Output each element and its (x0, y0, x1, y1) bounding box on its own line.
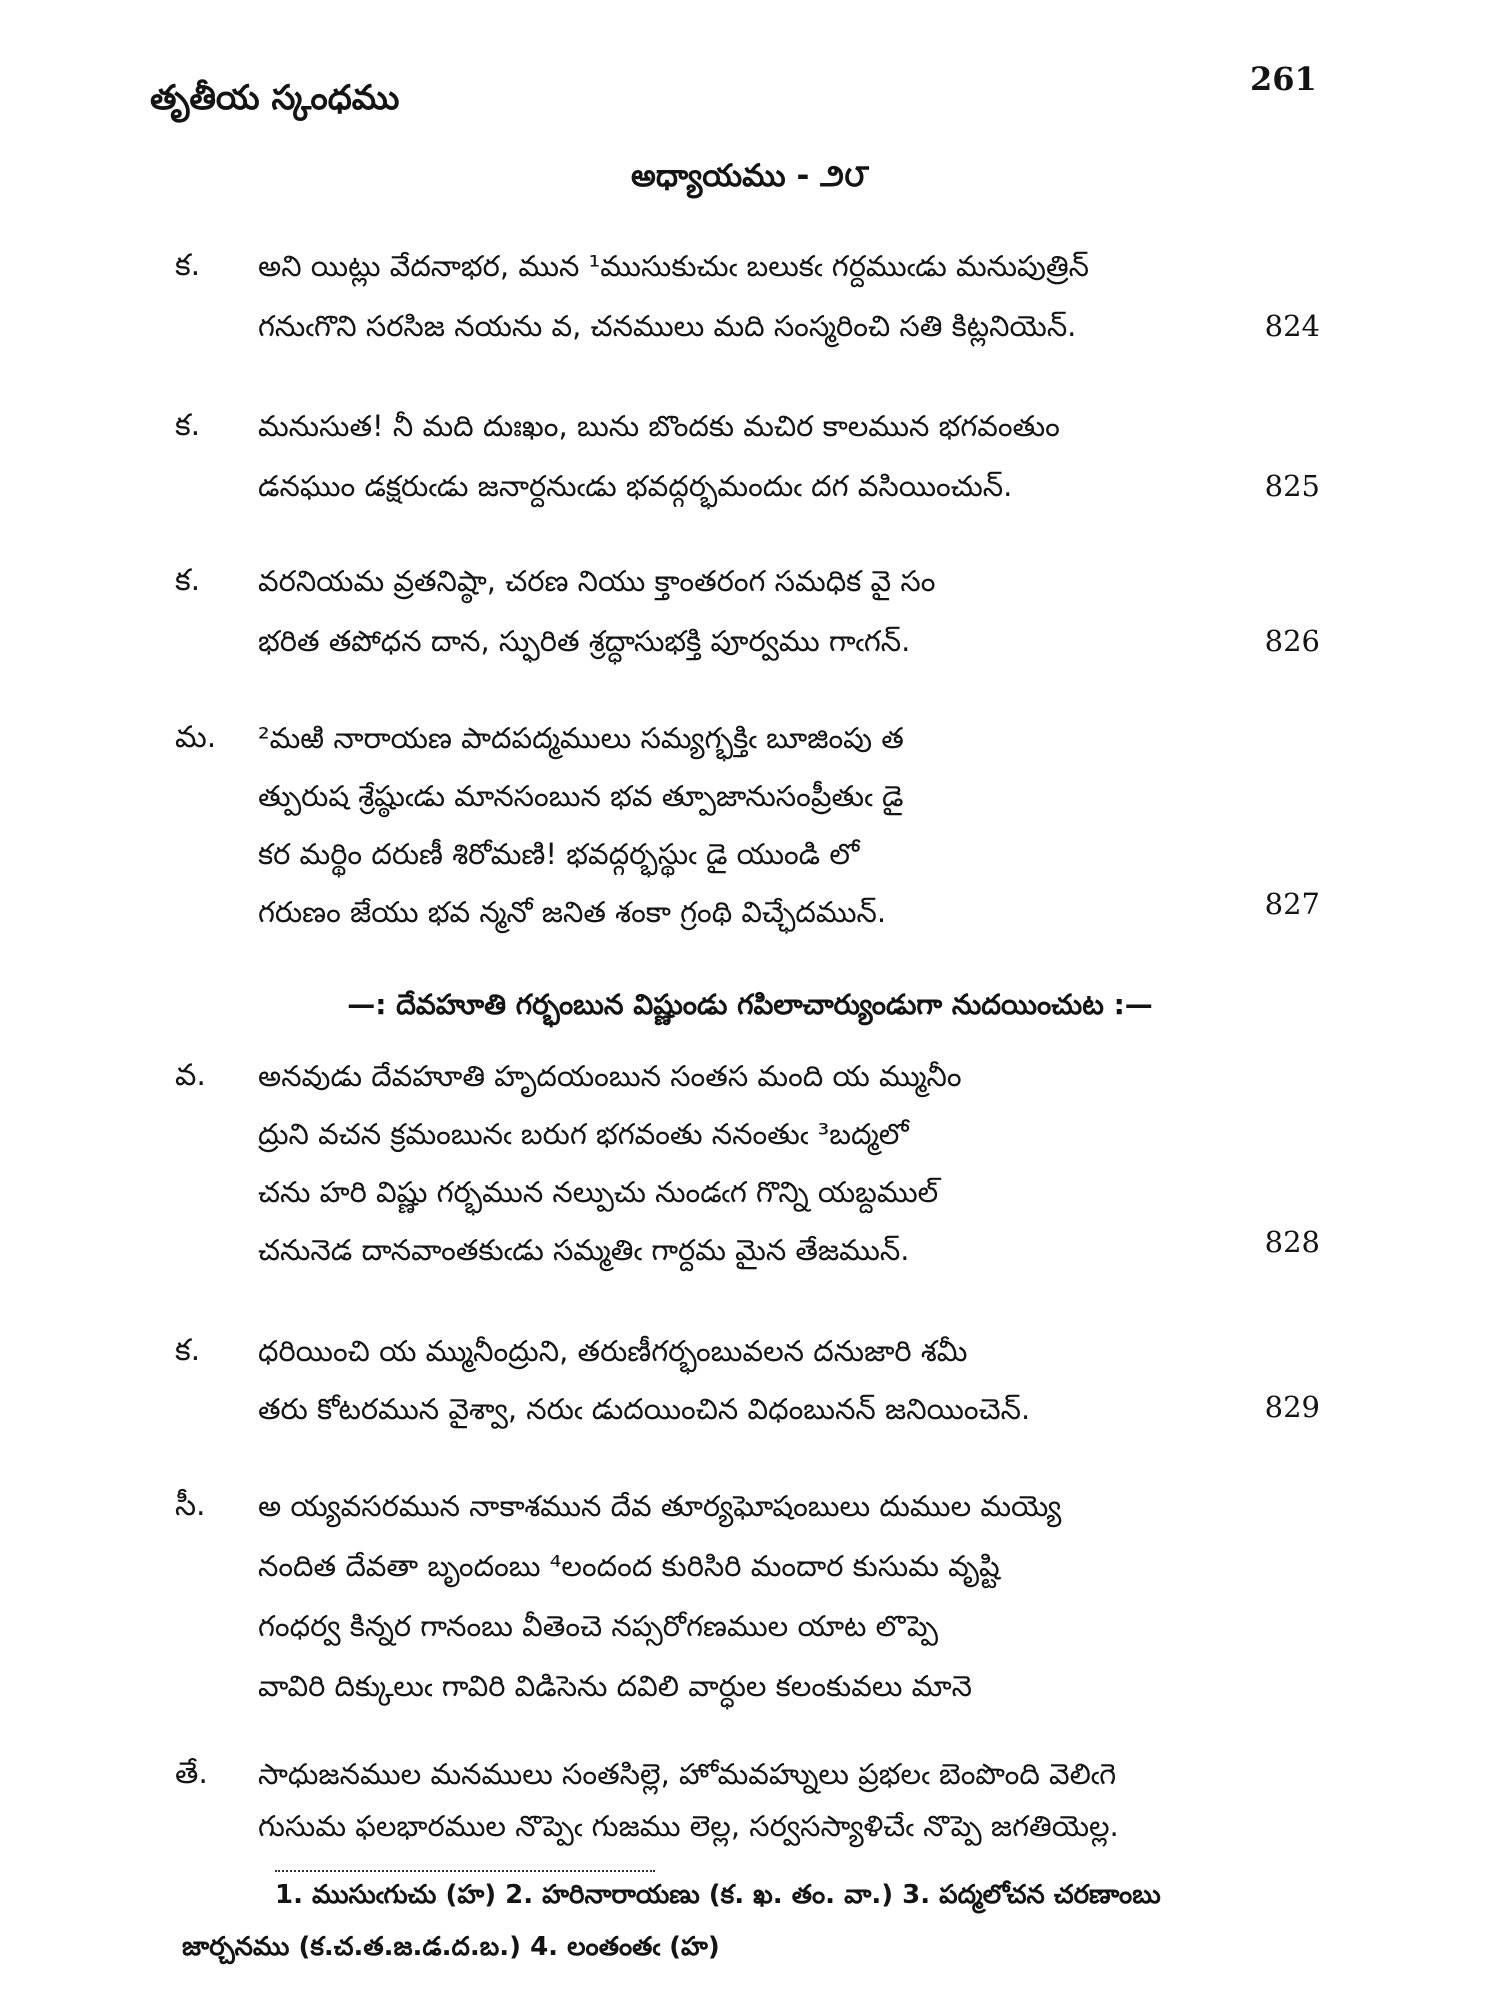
verse-line: అ య్యవసరమున నాకాశమున దేవ తూర్యఘోషంబులు దుముల మయ్యె (258, 1489, 1062, 1523)
verse-line: చను హరి విష్ణు గర్భమున నల్పుచు నుండఁగ గొన్ని యబ్దముల్ (258, 1175, 939, 1209)
footnote-line: జార్చనము (క.చ.త.జ.డ.ద.బ.) 4. లంతంతఁ (హ) (182, 1932, 720, 1962)
verse-number: 828 (1264, 1225, 1320, 1259)
verse-line: ²మఱి నారాయణ పాదపద్మములు సమ్యగ్భక్తిఁ బూజింపు త (258, 721, 904, 755)
footnote-line: 1. ముసుఁగుచు (హ) 2. హరినారాయణు (క. ఖ. తం. వా.) 3. పద్మలోచన చరణాంబు (275, 1880, 1161, 1910)
verse-meter: క. (175, 1333, 201, 1368)
verse-number: 825 (1264, 469, 1320, 503)
verse-meter: క. (175, 563, 201, 598)
verse-line: మనుసుత! నీ మది దుఃఖం, బును బొందకు మచిర కాలమున భగవంతుం (258, 409, 1060, 443)
footnote-rule (275, 1870, 655, 1872)
verse-meter: సీ. (175, 1488, 206, 1523)
verse-number: 827 (1264, 887, 1320, 921)
verse-line: ధరియించి య మ్మునీంద్రుని, తరుణీగర్భంబువలన దనుజారి శమీ (258, 1334, 968, 1368)
running-title: తృతీయ స్కంధము (150, 78, 400, 118)
verse-meter: తే. (175, 1756, 208, 1791)
verse-meter: వ. (175, 1058, 206, 1093)
verse-line: డనఘుం డక్షరుఁడు జనార్దనుఁడు భవద్గర్భమందుఁ దగ వసియించున్. (258, 469, 1013, 503)
verse-line: గుసుమ ఫలభారముల నొప్పెఁ గుజము లెల్ల, సర్వసస్యాళిచేఁ నొప్పె జగతియెల్ల. (258, 1809, 1119, 1843)
verse-line: ద్రుని వచన క్రమంబునఁ బరుగ భగవంతు ననంతుఁ ³బద్మలో (258, 1117, 909, 1151)
page-number: 261 (1250, 60, 1317, 98)
verse-meter: క. (175, 248, 201, 283)
verse-line: గరుణం జేయు భవ న్మనో జనిత శంకా గ్రంథి విచ్ఛేదమున్. (258, 895, 887, 929)
verse-number: 824 (1264, 309, 1320, 343)
verse-number: 826 (1264, 624, 1320, 658)
verse-meter: క. (175, 408, 201, 443)
verse-line: అని యిట్లు వేదనాభర, మున ¹ముసుకుచుఁ బలుకఁ గర్దముఁడు మనుపుత్రిన్ (258, 249, 1090, 283)
verse-line: తరు కోటరమున వైశ్వా, నరుఁ డుదయించిన విధంబునన్ జనియించెన్. (258, 1392, 1031, 1426)
verse-line: సాధుజనముల మనములు సంతసిల్లె, హోమవహ్నులు ప్రభలఁ బెంపొంది వెలిఁగె (258, 1757, 1117, 1791)
verse-line: భరిత తపోధన దాన, స్ఫురిత శ్రద్ధాసుభక్తి పూర్వము గాఁగన్. (258, 624, 911, 658)
verse-line: చనునెడ దానవాంతకుఁడు సమ్మతిఁ గార్దమ మైన తేజమున్. (258, 1233, 910, 1267)
verse-line: అనవుడు దేవహూతి హృదయంబున సంతస మంది య మ్మునీం (258, 1059, 962, 1093)
verse-line: త్పురుష శ్రేష్ఠుఁడు మానసంబున భవ త్పూజానుసంప్రీతుఁ డై (258, 779, 904, 813)
verse-line: వరనియమ వ్రతనిష్ఠా, చరణ నియు క్తాంతరంగ సమధిక వై సం (258, 564, 936, 598)
verse-number: 829 (1264, 1390, 1320, 1424)
chapter-title: అధ్యాయము - ౨౮ (631, 158, 869, 194)
verse-line: గంధర్వ కిన్నర గానంబు వీతెంచె నప్సరోగణముల యాట లొప్పె (258, 1609, 939, 1643)
verse-line: వావిరి దిక్కులుఁ గావిరి విడిసెను దవిలి వార్ధుల కలంకువలు మానె (258, 1669, 972, 1703)
verse-line: గనుఁగొని సరసిజ నయను వ, చనములు మది సంస్మరించి సతి కిట్లనియెన్. (258, 309, 1077, 343)
verse-line: నందిత దేవతా బృందంబు ⁴లందంద కురిసిరి మందార కుసుమ వృష్టి (258, 1549, 1000, 1583)
section-heading: —: దేవహూతి గర్భంబున విష్ణుండు గపిలాచార్యుండుగా నుదయించుట :— (347, 988, 1153, 1021)
verse-meter: మ. (175, 720, 217, 755)
verse-line: కర మర్థిం దరుణీ శిరోమణి! భవద్గర్భస్థుఁ డై యుండి లో (258, 837, 860, 871)
